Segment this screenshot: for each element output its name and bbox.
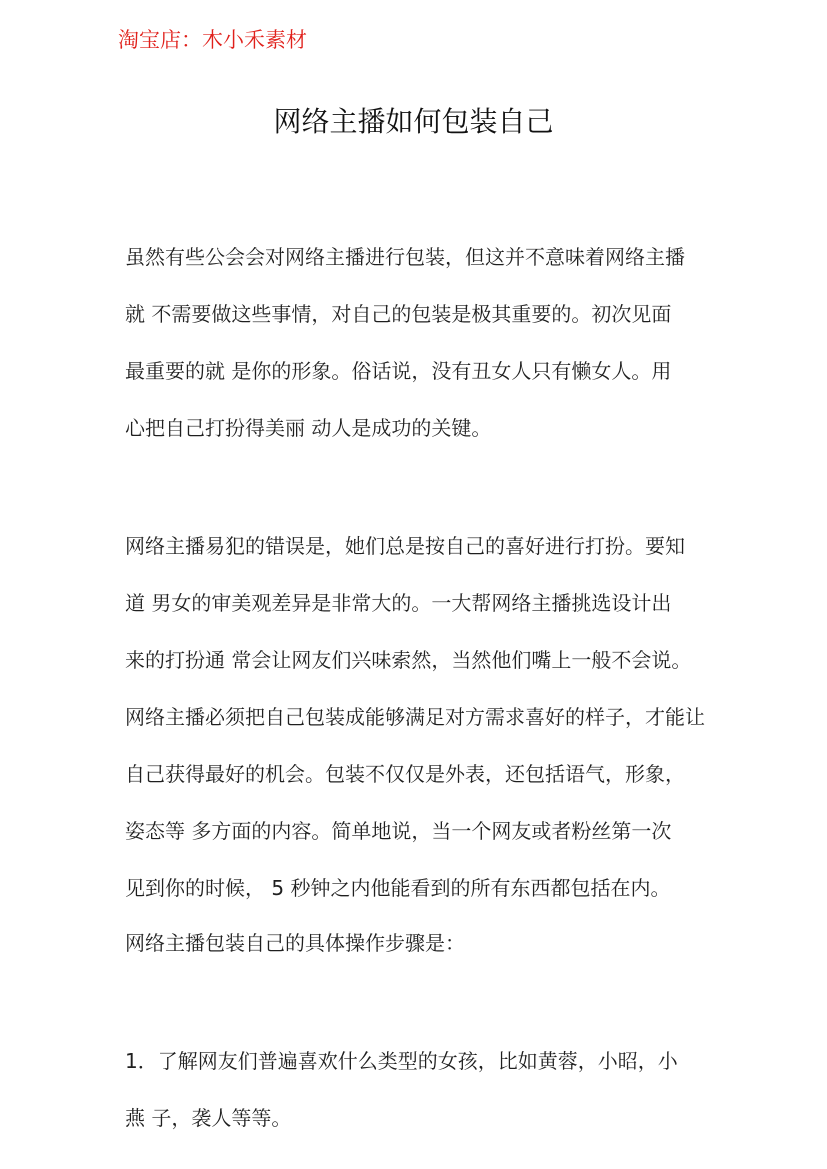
paragraph-line: 道 男女的审美观差异是非常大的。一大帮网络主播挑选设计出 xyxy=(125,591,672,615)
paragraph-line: 网络主播必须把自己包装成能够满足对方需求喜好的样子，才能让 xyxy=(125,705,705,729)
paragraph-line: 最重要的就 是你的形象。俗话说，没有丑女人只有懒女人。用 xyxy=(125,359,672,383)
paragraph-line: 网络主播包装自己的具体操作步骤是： xyxy=(125,931,465,955)
paragraph-line: 见到你的时候， 5 秒钟之内他能看到的所有东西都包括在内。 xyxy=(125,876,671,900)
paragraph-line: 1．了解网友们普遍喜欢什么类型的女孩，比如黄蓉，小昭，小 xyxy=(125,1049,678,1073)
paragraph-line: 自己获得最好的机会。包装不仅仅是外表，还包括语气，形象， xyxy=(125,762,685,786)
paragraph-line: 燕 子，袭人等等。 xyxy=(125,1106,292,1130)
document-title: 网络主播如何包装自己 xyxy=(273,105,554,138)
paragraph-line: 虽然有些公会会对网络主播进行包装，但这并不意味着网络主播 xyxy=(125,245,685,269)
paragraph-line: 来的打扮通 常会让网友们兴味索然，当然他们嘴上一般不会说。 xyxy=(125,648,692,672)
paragraph-line: 姿态等 多方面的内容。简单地说，当一个网友或者粉丝第一次 xyxy=(125,819,672,843)
paragraph-line: 心把自己打扮得美丽 动人是成功的关键。 xyxy=(125,416,492,440)
paragraph-line: 网络主播易犯的错误是，她们总是按自己的喜好进行打扮。要知 xyxy=(125,534,685,558)
shop-watermark-label: 淘宝店：木小禾素材 xyxy=(118,28,307,52)
paragraph-line: 就 不需要做这些事情，对自己的包装是极其重要的。初次见面 xyxy=(125,302,672,326)
